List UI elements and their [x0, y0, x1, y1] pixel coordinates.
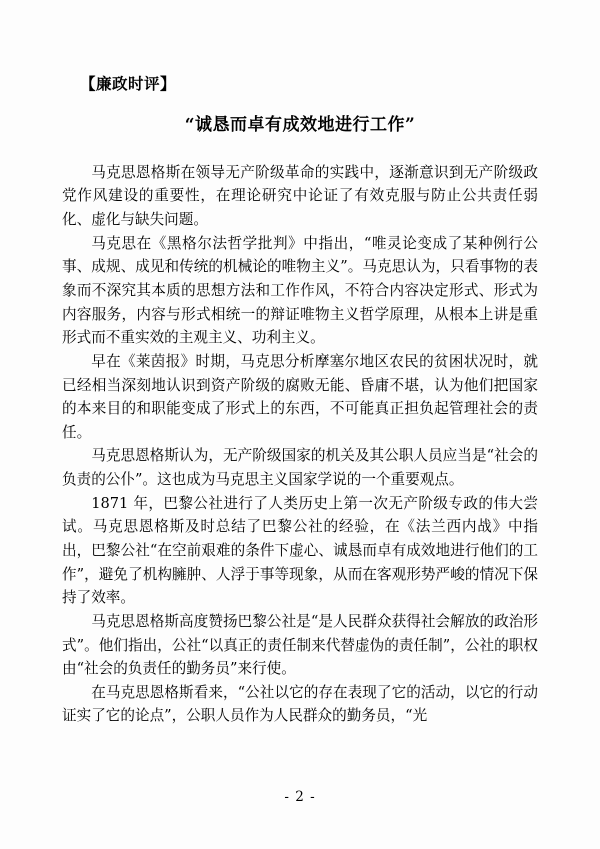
article-kicker: 【廉政时评】 — [80, 74, 177, 93]
body-paragraph: 早在《莱茵报》时期，马克思分析摩塞尔地区农民的贫困状况时，就已经相当深刻地认识到资产阶级的腐败无能、昏庸不堪，认为他们把国家的本来目的和职能变成了形式上的东西，不可能真正担负起管理社会的责任。 — [62, 352, 538, 441]
article-body — [62, 161, 538, 728]
body-paragraph: 马克思恩格斯高度赞扬巴黎公社是“是人民群众获得社会解放的政治形式”。他们指出，公社“以真正的责任制来代替虚伪的责任制”，公社的职权由“社会的负责任的勤务员”来行使。 — [62, 612, 538, 678]
body-paragraph: 1871 年，巴黎公社进行了人类历史上第一次无产阶级专政的伟大尝试。马克思恩格斯及时总结了巴黎公社的经验，在《法兰西内战》中指出，巴黎公社“在空前艰难的条件下虚心、诚恳而卓有成效地进行他们的工作”，避免了机构臃肿、人浮于事等现象，从而在客观形势严峻的情况下保持了效率。 — [62, 494, 538, 607]
body-paragraph: 马克思恩格斯认为，无产阶级国家的机关及其公职人员应当是“社会的负责的公仆”。这也成为马克思主义国家学说的一个重要观点。 — [62, 447, 538, 489]
body-paragraph: 在马克思恩格斯看来，“公社以它的存在表现了它的活动，以它的行动证实了它的论点”，公职人员作为人民群众的勤务员，“光 — [62, 683, 538, 725]
body-paragraph: 马克思在《黑格尔法哲学批判》中指出，“唯灵论变成了某种例行公事、成规、成见和传统的机械论的唯物主义”。马克思认为，只看事物的表象而不深究其本质的思想方法和工作作风，不符合内容决定形式、形式为内容服务，内容与形式相统一的辩证唯物主义哲学原理，从根本上讲是重形式而不重实效的主观主义、功利主义。 — [62, 234, 538, 347]
body-paragraph: 马克思恩格斯在领导无产阶级革命的实践中，逐渐意识到无产阶级政党作风建设的重要性，在理论研究中论证了有效克服与防止公共责任弱化、虚化与缺失问题。 — [62, 163, 538, 229]
page-title: “诚恳而卓有成效地进行工作” — [184, 115, 416, 136]
page-number: - 2 - — [284, 789, 316, 805]
